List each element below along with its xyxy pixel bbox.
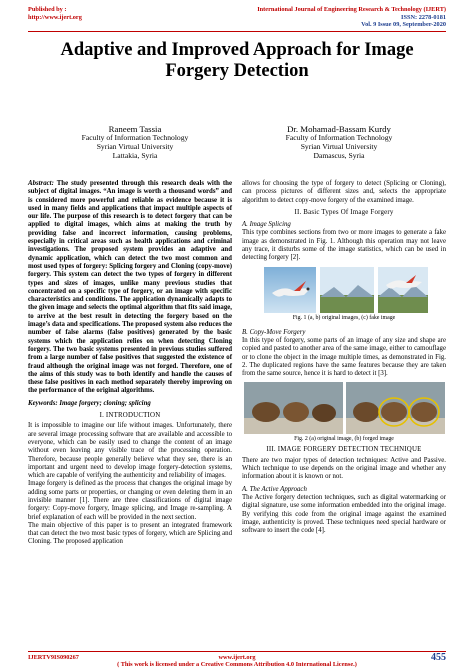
body-paragraph: There are two major types of detection techniques: Active and Passive. Which technique to use depends on the original image and whether any information about it is known or not. [242, 456, 446, 481]
subsection-heading-copy-move: B. Copy-Move Forgery [242, 328, 306, 336]
intro-paragraph: The main objective of this paper is to present an integrated framework that can detect the two most basic types of forgery, which are Splicing and Cloning. The proposed application [28, 521, 232, 546]
author-block-1 [40, 124, 230, 160]
figure-2-caption: Fig. 2 (a) original image, (b) forged image [294, 436, 394, 443]
figure-2a-image [244, 382, 343, 434]
figure-1c-image [378, 267, 428, 313]
author-name: Raneem Tassia [108, 124, 162, 134]
author-affiliation: Syrian Virtual University [300, 141, 378, 151]
author-affiliation: Faculty of Information Technology [285, 133, 393, 142]
author-block-2 [244, 124, 434, 160]
figure-2b-image [346, 382, 445, 434]
abstract-label: Abstract: [28, 180, 54, 187]
abstract-text: The study presented through this research deals with the subject of digital images. “An image is worth a thousand words” and is considered more powerful and reliable as evidence because it is used in many fields and applications that impact multiple aspects of our life. The purpose of this research is to detect forgery that can be applied to digital images, which aims at making the truth by providing false and incorrect information, causing problems, especially in critical areas such as health applications and criminal investigations. The proposed system provides an adaptive and dynamic application, which can detect the two most common and most used types of forgery: Splicing forgery and Cloning (copy-move) forgery. This system can detect the two types of forgery in different types and sizes of images, unlike many previous studies that concentrated on a specific type of forgery, or an image with specific characteristics and conditions. The application dynamically adapts to the given image and selects the optimal algorithm that fits said image, to arrive at the best result in detecting the forgery based on the image’s data and specifications. The proposed system also reduces the number of false alarms (false positives) generated by the basic systems which the application relies on when detecting Cloning forgery. The two basic systems presented in previous studies suffered from a large number of false positives that suggested the existence of fraud although the original image was not forged. Therefore, one of the aims of this study was to both identify and handle the causes of these false positives in each method separately thereby improving on the performance of the original algorithms. [28, 180, 232, 395]
intro-paragraph: Image forgery is defined as the process that changes the original image by adding some parts or properties, or changing or even deleting them in an invisible manner [1]. There are three classifications of digital image forgery: Copy-move forgery, Image splicing, and Image re-sampling. A brief explanation of each will be provided in the next section. [28, 480, 232, 521]
subsection-heading-active-approach: A. The Active Approach [242, 485, 307, 493]
author-affiliation: Faculty of Information Technology [81, 133, 189, 142]
keywords: Keywords: Image forgery; cloning; splicing [28, 399, 151, 407]
header-left [28, 6, 82, 21]
figure-1 [242, 267, 446, 325]
paper-id: IJERTV9IS090267 [28, 654, 79, 661]
issn: ISSN: 2278-0181 [401, 13, 446, 21]
footer-divider [28, 651, 446, 652]
section-heading-basic-types: II. Basic Types Of Image Forgery [294, 208, 394, 216]
left-column [28, 180, 232, 547]
author-affiliation: Lattakia, Syria [112, 150, 158, 160]
page-number: 455 [431, 652, 446, 663]
body-paragraph: The Active forgery detection techniques, such as digital watermarking or digital signature, use some information embedded into the original image. By verifying this code from the original image against the examined image, authenticity is proved. These techniques need special hardware or software to insert the code [4]. [242, 493, 446, 535]
author-name: Dr. Mohamad-Bassam Kurdy [287, 124, 391, 134]
header-divider [28, 31, 446, 32]
section-heading-introduction: I. INTRODUCTION [99, 412, 161, 420]
footer-center [0, 654, 474, 669]
body-paragraph: In this type of forgery, some parts of an image of any size and shape are copied and pasted to another area of the same image, either to camouflage or to clone the object in the image multiple times, as demonstrated in Fig. 2. The duplicated regions have the same features because they are taken from the same source, hence it is hard to detect it [3]. [242, 336, 446, 378]
section-heading-detection-technique: III. IMAGE FORGERY DETECTION TECHNIQUE [266, 446, 422, 454]
abstract [28, 180, 232, 396]
footer-site-link[interactable]: www.ijert.org [218, 654, 256, 661]
right-column [242, 180, 446, 535]
subsection-heading-splicing: A. Image Splicing [242, 221, 291, 229]
figure-1a-image [264, 267, 316, 313]
volume-issue: Vol. 9 Issue 09, September-2020 [361, 21, 446, 29]
journal-site-link[interactable]: http://www.ijert.org [28, 13, 82, 21]
license-notice: ( This work is licensed under a Creative Commons Attribution 4.0 International License.) [117, 661, 357, 669]
figure-2 [242, 382, 446, 443]
journal-name: International Journal of Engineering Research & Technology (IJERT) [257, 6, 446, 13]
header-right [257, 6, 446, 29]
author-affiliation: Syrian Virtual University [96, 141, 174, 151]
body-paragraph: This type combines sections from two or more images to generate a fake image as demonstrated in Fig. 1. Although this operation may not leave any trace, it disturbs some of the image statistics, which can be used in detecting forgery [2]. [242, 229, 446, 262]
body-paragraph: allows for choosing the type of forgery to detect (Splicing or Cloning), can process pictures of different sizes and, selects the appropriate algorithm to detect copy-move forgery of the examined image. [242, 180, 446, 204]
paper-title: Adaptive and Improved Approach for Image Forgery Detection [60, 40, 414, 81]
intro-paragraph: It is impossible to imagine our life without images. Unfortunately, there are several image processing software that are available and accessible to everyone, which can be easily used to change the content of an image without even leaving any visible trace of the processing operation. Therefore, because people generally believe what they see, there is an important and urgent need to develop image forgery-detection systems, which are capable of verifying the authenticity and reliability of images. [28, 422, 232, 480]
published-by: Published by : [28, 6, 67, 13]
figure-1-caption: Fig. 1 (a, b) original images, (c) fake image [292, 314, 396, 321]
figure-1b-image [320, 267, 374, 313]
author-affiliation: Damascus, Syria [313, 150, 365, 160]
